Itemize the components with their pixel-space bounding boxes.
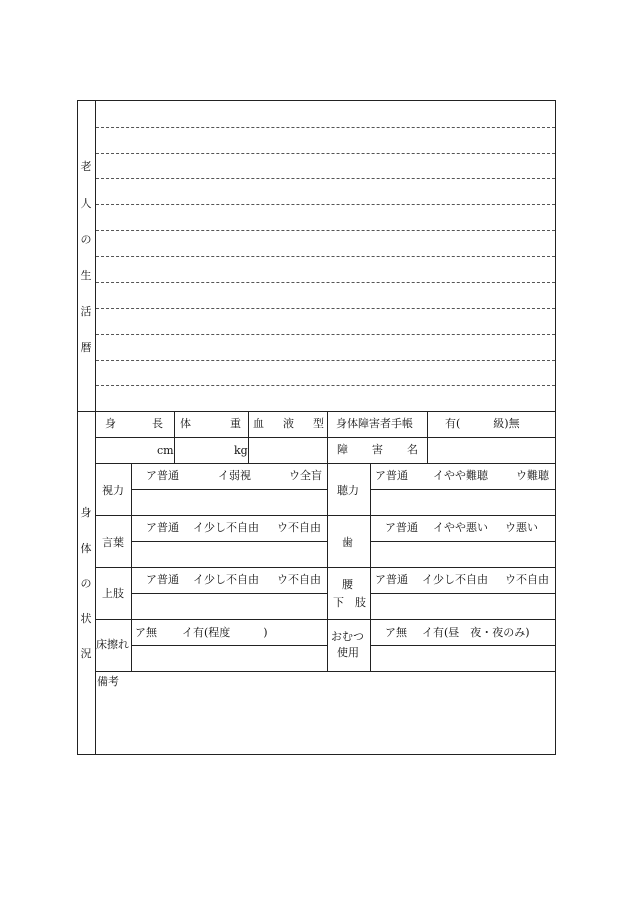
blood-label-1: 血 <box>253 417 264 430</box>
row-rule <box>95 671 556 672</box>
section-divider <box>77 411 556 412</box>
row-rule <box>95 463 556 464</box>
history-label-char: 暦 <box>80 341 92 354</box>
height-label-1: 身 <box>105 417 116 430</box>
row-rule <box>131 489 327 490</box>
row-rule <box>370 593 556 594</box>
row-rule <box>95 567 556 568</box>
row-rule <box>370 541 556 542</box>
upper-limbs-option[interactable]: ウ不自由 <box>277 573 321 586</box>
body-label-char: 体 <box>80 542 92 555</box>
frame-top <box>77 100 556 101</box>
teeth-option[interactable]: ウ悪い <box>505 521 538 534</box>
col-rule <box>370 463 371 671</box>
diaper-option[interactable]: イ有(昼 夜・夜のみ) <box>422 626 530 639</box>
col-rule <box>131 463 132 671</box>
diaper-option[interactable]: ア無 <box>385 626 407 639</box>
writing-line <box>96 178 555 179</box>
speech-option[interactable]: イ少し不自由 <box>193 521 259 534</box>
col-rule <box>174 411 175 463</box>
teeth-option[interactable]: イやや悪い <box>433 521 488 534</box>
bedsore-label: 床擦れ <box>96 638 129 651</box>
remarks-label: 備考 <box>97 675 119 688</box>
height-unit: cm <box>157 444 174 457</box>
disability-name-label-2: 害 <box>372 443 383 456</box>
writing-line <box>96 385 555 386</box>
speech-label: 言葉 <box>102 536 124 549</box>
writing-line <box>96 334 555 335</box>
label-column-divider <box>95 100 96 754</box>
waist-option[interactable]: ア普通 <box>375 573 408 586</box>
vision-label: 視力 <box>102 484 124 497</box>
bedsore-option[interactable]: イ有(程度 ) <box>182 626 268 639</box>
upper-limbs-label: 上肢 <box>102 587 124 600</box>
diaper-label-usage: 使用 <box>337 646 359 659</box>
writing-line <box>96 204 555 205</box>
height-label-2: 長 <box>152 417 163 430</box>
row-rule <box>370 645 556 646</box>
speech-option[interactable]: ア普通 <box>146 521 179 534</box>
body-label-char: 身 <box>80 506 92 519</box>
teeth-label: 歯 <box>342 536 353 549</box>
vision-option[interactable]: ウ全盲 <box>289 469 322 482</box>
lower-limbs-label: 下 肢 <box>333 596 366 609</box>
hearing-label: 聴力 <box>337 484 359 497</box>
disability-cert-label: 身体障害者手帳 <box>336 417 413 430</box>
bedsore-option[interactable]: ア無 <box>135 626 157 639</box>
weight-unit: kg <box>234 444 248 457</box>
remarks-area[interactable] <box>96 690 555 753</box>
hearing-option[interactable]: イやや難聴 <box>433 469 488 482</box>
writing-line <box>96 256 555 257</box>
waist-option[interactable]: イ少し不自由 <box>422 573 488 586</box>
frame-right <box>555 100 556 754</box>
disability-name-label-1: 障 <box>337 443 348 456</box>
vision-option[interactable]: イ弱視 <box>218 469 251 482</box>
writing-line <box>96 153 555 154</box>
body-label-char: 状 <box>80 612 92 625</box>
history-label-char: 老 <box>80 160 92 173</box>
blood-label-2: 液 <box>283 417 294 430</box>
body-label-char: 況 <box>80 647 92 660</box>
weight-label-1: 体 <box>180 417 191 430</box>
upper-limbs-option[interactable]: イ少し不自由 <box>193 573 259 586</box>
frame-left <box>77 100 78 754</box>
hearing-option[interactable]: ア普通 <box>375 469 408 482</box>
row-rule <box>131 593 327 594</box>
col-rule <box>427 411 428 463</box>
speech-option[interactable]: ウ不自由 <box>277 521 321 534</box>
col-rule <box>248 411 249 463</box>
blood-label-3: 型 <box>313 417 324 430</box>
waist-label: 腰 <box>342 578 353 591</box>
history-label-char: 人 <box>80 197 92 210</box>
writing-line <box>96 360 555 361</box>
writing-line <box>96 282 555 283</box>
row-rule <box>95 619 556 620</box>
writing-line <box>96 230 555 231</box>
history-label-char: 活 <box>80 305 92 318</box>
frame-bottom <box>77 754 556 755</box>
col-rule <box>327 411 328 671</box>
row-rule <box>95 515 556 516</box>
history-label-char: の <box>80 233 92 246</box>
teeth-option[interactable]: ア普通 <box>385 521 418 534</box>
row-rule <box>131 541 327 542</box>
disability-cert-value[interactable]: 有( 級)無 <box>445 417 520 430</box>
upper-limbs-option[interactable]: ア普通 <box>146 573 179 586</box>
vision-option[interactable]: ア普通 <box>146 469 179 482</box>
history-label-char: 生 <box>80 269 92 282</box>
diaper-label: おむつ <box>331 630 364 643</box>
hearing-option[interactable]: ウ難聴 <box>516 469 549 482</box>
row-rule <box>370 489 556 490</box>
row-rule <box>95 437 556 438</box>
row-rule <box>131 645 327 646</box>
disability-name-label-3: 名 <box>407 443 418 456</box>
writing-line <box>96 308 555 309</box>
weight-label-2: 重 <box>230 417 241 430</box>
body-label-char: の <box>80 577 92 590</box>
waist-option[interactable]: ウ不自由 <box>505 573 549 586</box>
writing-line <box>96 127 555 128</box>
